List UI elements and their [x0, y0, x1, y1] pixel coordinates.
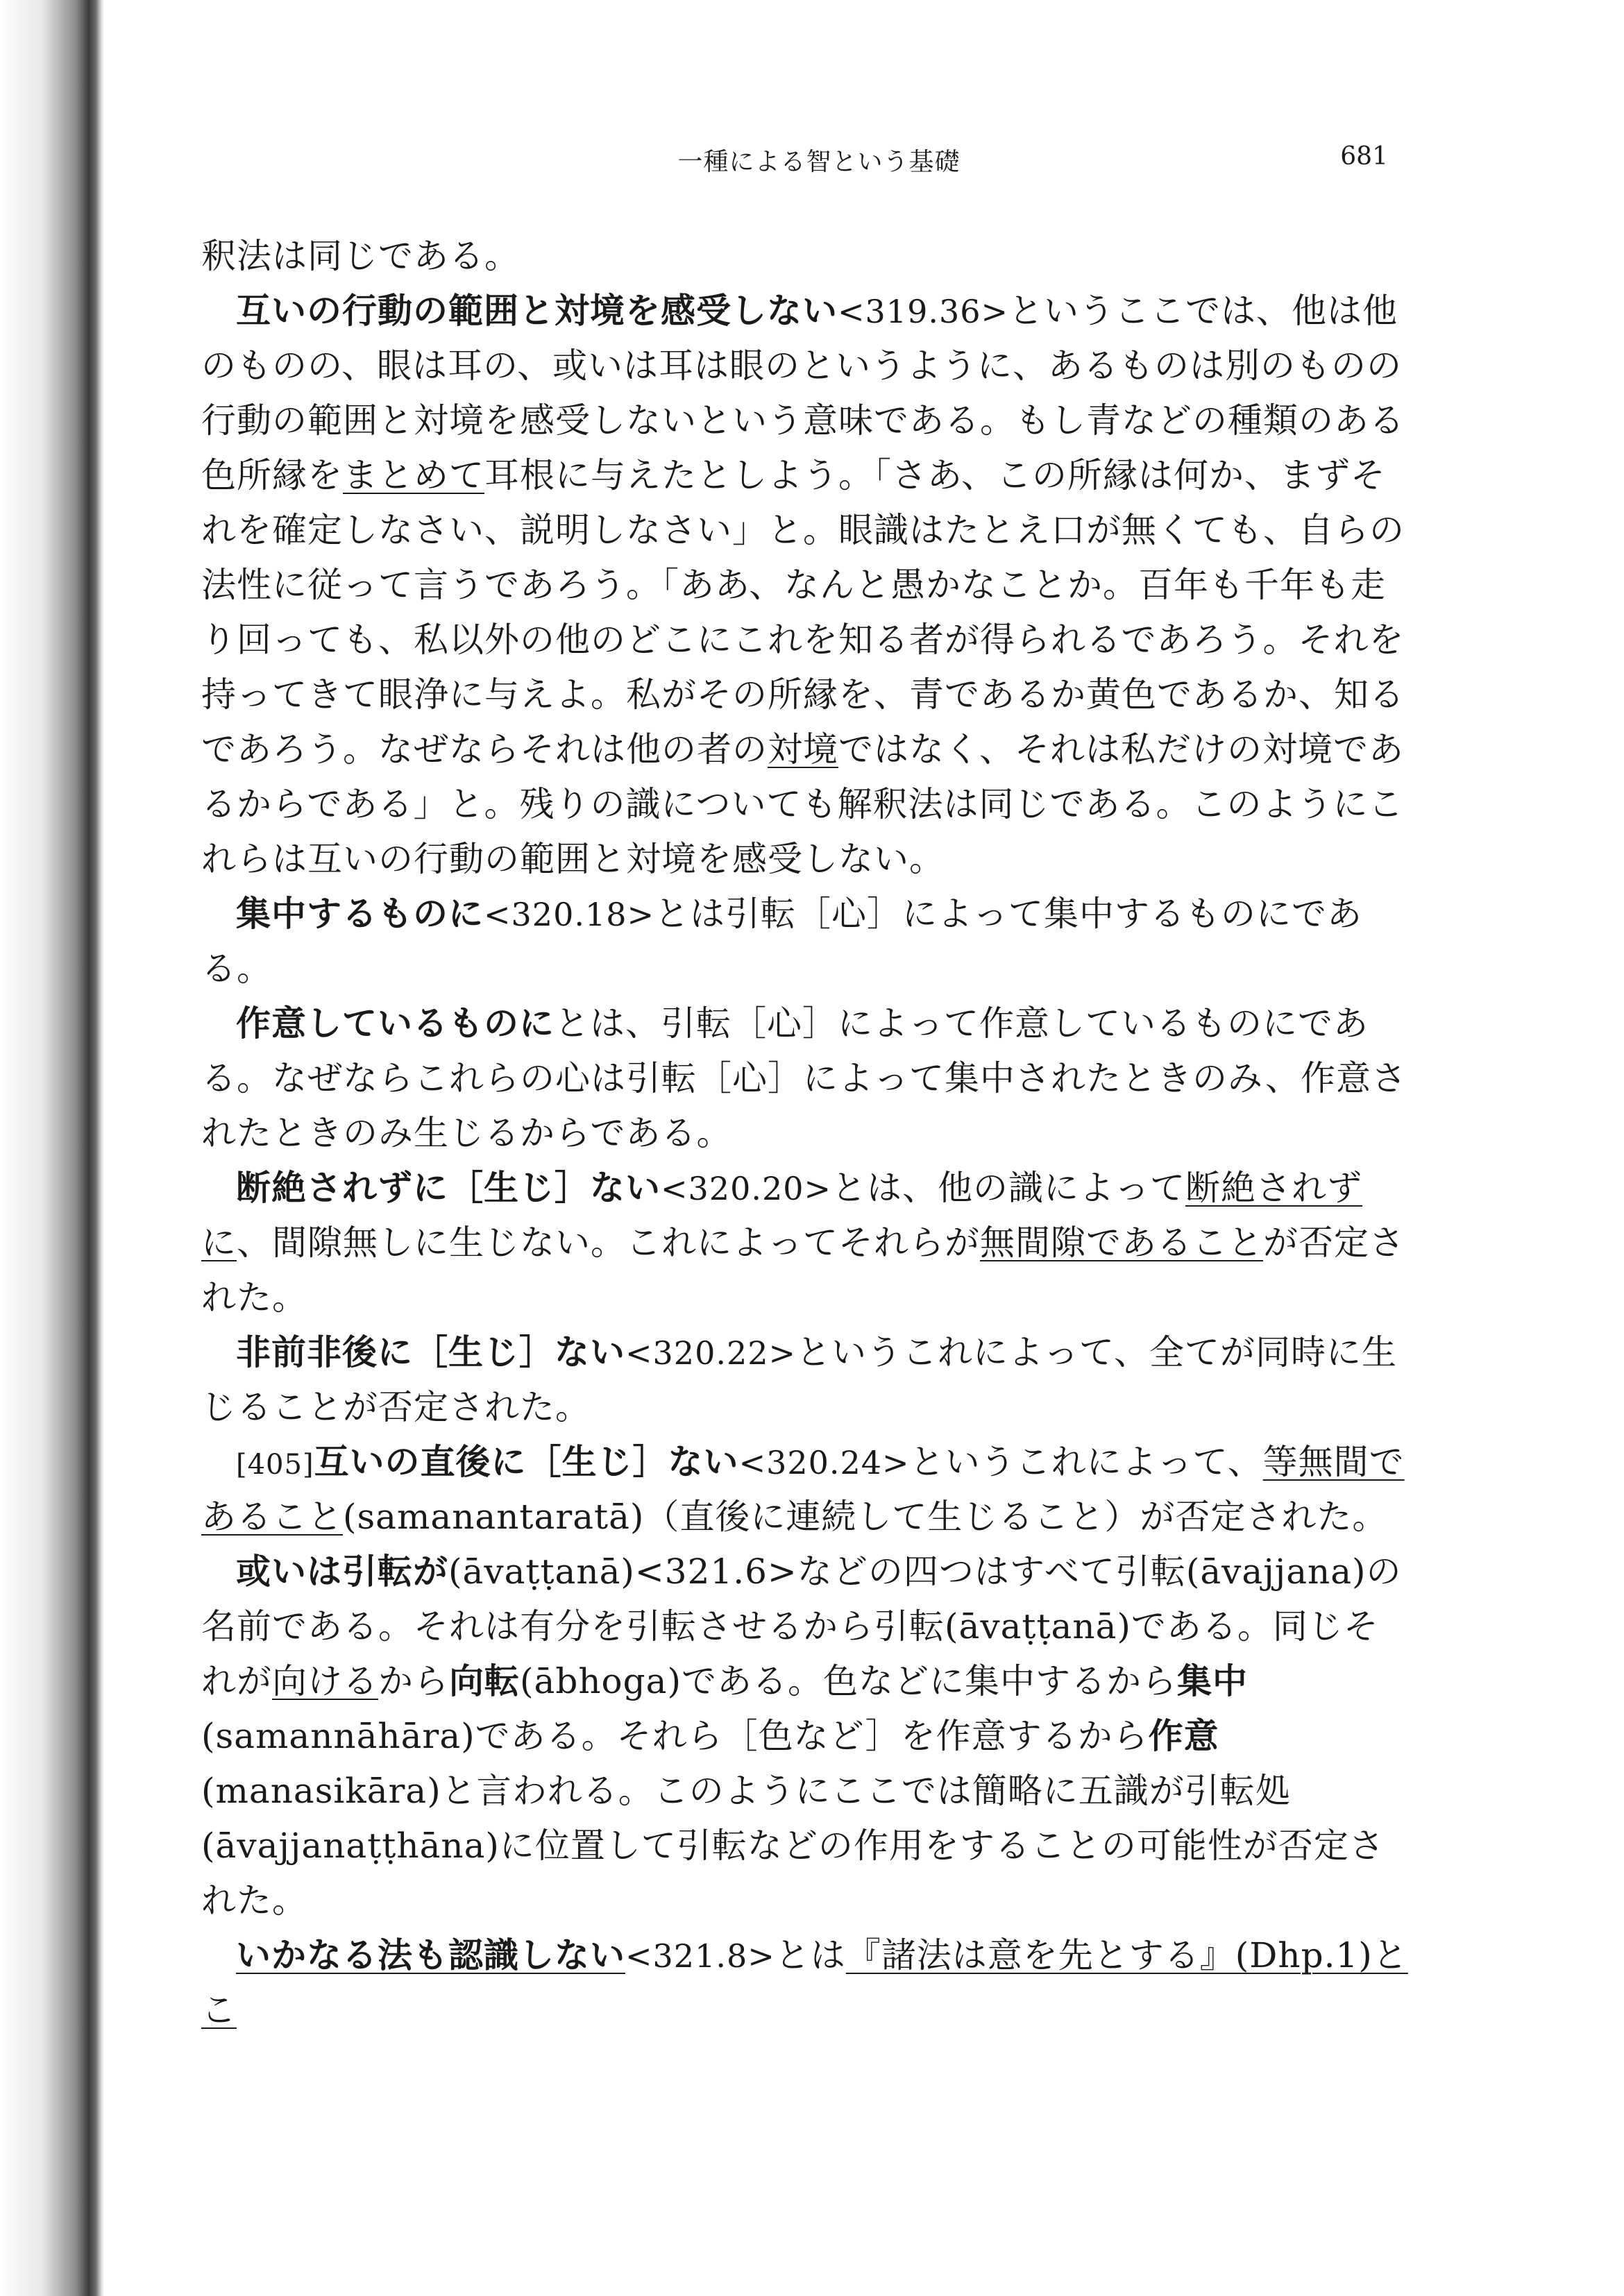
text-run: (āvaṭṭanā)<321.6>などの四つはすべて引転(āvajjana)の名前である。それは有分を引転させるから引転(āvaṭṭanā)である。同じそれが: [201, 1551, 1402, 1701]
bold-term: 互いの行動の範囲と対境を感受しない: [236, 291, 838, 331]
bold-term: 向転: [449, 1661, 520, 1701]
running-header-title: 一種による智という基礎: [677, 148, 961, 176]
paragraph-6: [201, 1325, 1409, 1435]
bold-term: 非前非後に［生じ］ない: [236, 1332, 625, 1372]
page-number: 681: [1340, 142, 1388, 171]
text-run: が否定された。: [201, 1223, 1405, 1318]
underlined-text: 向ける: [272, 1661, 378, 1701]
book-binding-shadow: [0, 0, 104, 2296]
paragraph-3: [201, 887, 1409, 996]
reference: <321.8>: [625, 1937, 775, 1975]
text-run: とは引転［心］によって集中するものにである。: [201, 894, 1363, 989]
paragraph-9: [201, 1928, 1409, 2038]
underlined-text: 等無間であること: [201, 1442, 1405, 1537]
underlined-text: 対境: [768, 729, 838, 769]
text-run: とは、引転［心］によって作意しているものにである。なぜならこれらの心は引転［心］によって集中されたときのみ、作意されたときのみ生じるからである。: [201, 1003, 1407, 1153]
reference: <320.22>: [625, 1334, 797, 1372]
page-body: [201, 229, 1409, 2038]
text-run: というここでは、他は他のものの、眼は耳の、或いは耳は眼のというように、あるものは別のものの行動の範囲と対境を感受しないという意味である。もし青などの種類のある色所縁を: [201, 291, 1405, 495]
bold-term: 作意しているものに: [236, 1003, 555, 1044]
text-run: というこれによって、: [909, 1442, 1263, 1482]
bold-term: 集中: [1176, 1661, 1248, 1701]
section-number: [405]: [236, 1449, 314, 1481]
paragraph-5: [201, 1161, 1409, 1325]
underlined-text: まとめて: [343, 455, 484, 495]
paragraph-8: [201, 1545, 1409, 1928]
reference: <320.18>: [484, 896, 655, 933]
bold-underlined-term: いかなる法も認識しない: [236, 1935, 625, 1975]
paragraph-1: [201, 229, 1409, 284]
text-run: (samannāhāra)である。それら［色など］を作意するから: [201, 1716, 1149, 1756]
text-run: から: [378, 1661, 449, 1701]
text-run: とは、他の識によって: [831, 1168, 1186, 1208]
text-run: ではなく、それは私だけの対境であるからである」と。残りの識についても解釈法は同じである。このようにこれらは互いの行動の範囲と対境を感受しない。: [201, 729, 1404, 879]
text-run: というこれによって、全てが同時に生じることが否定された。: [201, 1332, 1398, 1427]
text-run: 、間隙無しに生じない。これによってそれらが: [237, 1223, 980, 1263]
underlined-text: 無間隙であること: [980, 1223, 1263, 1263]
paragraph-2: [201, 284, 1409, 887]
text-run: (ābhoga)である。色などに集中するから: [520, 1661, 1177, 1701]
bold-term: 或いは引転が: [236, 1551, 448, 1592]
reference: <319.36>: [838, 293, 1009, 330]
bold-term: 互いの直後に［生じ］ない: [314, 1442, 739, 1482]
bold-term: 断絶されずに［生じ］ない: [236, 1168, 661, 1208]
paragraph-7: [201, 1435, 1409, 1545]
reference: <320.24>: [738, 1444, 910, 1481]
underlined-text: 断絶されずに: [201, 1168, 1363, 1263]
text-run: 耳根に与えたとしよう。「さあ、この所縁は何か、まずそれを確定しなさい、説明しなさい」と。眼識はたとえ口が無くても、自らの法性に従って言うであろう。「ああ、なんと愚かなことか。百年も千年も走り回っても、私以外の他のどこにこれを知る者が得られるであろう。それを持ってきて眼浄に与えよ。私がその所縁を、青であるか黄色であるか、知るであろう。なぜならそれは他の者の: [201, 455, 1405, 769]
underlined-text: 『諸法は意を先とする』(Dhp.1)とこ: [201, 1935, 1408, 2030]
paragraph-4: [201, 996, 1409, 1161]
reference: <320.20>: [661, 1170, 832, 1207]
text-run: (samanantaratā)（直後に連続して生じること）が否定された。: [343, 1497, 1388, 1537]
text-run: (manasikāra)と言われる。このようにここでは簡略に五識が引転処(āvajjanaṭṭhāna)に位置して引転などの作用をすることの可能性が否定された。: [201, 1771, 1385, 1921]
bold-term: 集中するものに: [236, 894, 484, 934]
text-run: 釈法は同じである。: [201, 236, 520, 276]
text-run: とは: [775, 1935, 846, 1975]
bold-term: 作意: [1148, 1716, 1219, 1756]
